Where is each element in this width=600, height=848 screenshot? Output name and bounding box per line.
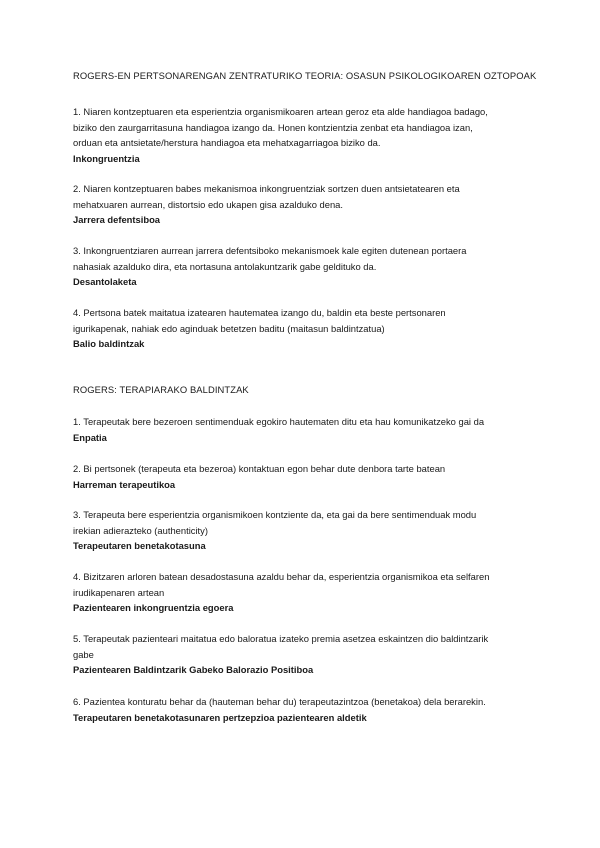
item-text-line: 1. Niaren kontzeptuaren eta esperientzia organismikoaren artean geroz eta alde handiagoa badago, <box>73 106 488 117</box>
item-term: Terapeutaren benetakotasuna <box>73 540 206 551</box>
section-heading-obstacles: ROGERS-EN PERTSONARENGAN ZENTRATURIKO TEORIA: OSASUN PSIKOLOGIKOAREN OZTOPOAK <box>73 70 537 81</box>
item-text-line: orduan eta antsietate/herstura handiagoa eta mehatxagarriagoa biziko da. <box>73 137 381 148</box>
item-text-line: gabe <box>73 648 94 660</box>
list-item-balio-baldintzak <box>73 305 553 352</box>
list-item-pazientearen-inkongruentzia <box>73 569 553 616</box>
list-item-jarrera-defentsiboa <box>73 181 553 228</box>
item-text-line: nahasiak azalduko dira, eta nortasuna antolakuntzarik gabe geldituko da. <box>73 260 377 272</box>
item-text-line: 1. Terapeutak bere bezeroen sentimenduak egokiro hautematen ditu eta hau komunikatzeko gai da <box>73 416 485 427</box>
list-item-balorazio-positiboa <box>73 631 553 678</box>
item-text-line: biziko den zaurgarritasuna handiagoa izango da. Honen kontzientzia zenbat eta handiagoa izan, <box>73 121 473 133</box>
item-term: Harreman terapeutikoa <box>73 478 176 490</box>
section-heading-therapy-conditions: ROGERS: TERAPIARAKO BALDINTZAK <box>73 384 249 395</box>
item-text-line: irekian adierazteko (authenticity) <box>73 524 208 536</box>
item-term: Enpatia <box>73 431 107 443</box>
item-text-line: 5. Terapeutak pazienteari maitatua edo baloratua izateko premia asetzea eskaintzen dio baldintzarik <box>73 633 489 644</box>
item-text-line: 3. Terapeuta bere esperientzia organismikoen kontziente da, eta gai da bere sentimenduak modu <box>73 509 477 520</box>
item-text-line: 4. Pertsona batek maitatua izatearen hautematea izango du, baldin eta beste pertsonaren <box>73 307 446 318</box>
item-text-line: irudikapenaren artean <box>73 586 165 598</box>
item-text-line: mehatxuaren aurrean, distortsio edo ukapen gisa azalduko dena. <box>73 198 343 210</box>
list-item-harreman-terapeutikoa <box>73 461 553 492</box>
item-text-line: igurikapenak, nahiak edo aginduak betetzen baditu (maitasun baldintzatua) <box>73 322 385 334</box>
list-item-enpatia <box>73 414 553 445</box>
item-text-line: 6. Pazientea konturatu behar da (hauteman behar du) terapeutazintzoa (benetakoa) dela berarekin. <box>73 696 486 707</box>
list-item-desantolaketa <box>73 243 553 290</box>
item-text-line: 3. Inkongruentziaren aurrean jarrera defentsiboko mekanismoek kale egiten dutenean portaera <box>73 245 467 256</box>
item-text-line: 4. Bizitzaren arloren batean desadostasuna azaldu behar da, esperientzia organismikoa eta selfaren <box>73 571 490 582</box>
item-term: Pazientearen inkongruentzia egoera <box>73 602 234 613</box>
item-text-line: 2. Niaren kontzeptuaren babes mekanismoa inkongruentziak sortzen duen antsietatearen eta <box>73 183 460 194</box>
list-item-benetakotasunaren-pertzepzioa <box>73 694 553 725</box>
item-text-line: 2. Bi pertsonek (terapeuta eta bezeroa) kontaktuan egon behar dute denbora tarte batean <box>73 463 446 474</box>
item-term: Terapeutaren benetakotasunaren pertzepzioa pazientearen aldetik <box>73 711 367 723</box>
list-item-inkongruentzia <box>73 104 553 166</box>
item-term: Jarrera defentsiboa <box>73 214 161 225</box>
item-term: Desantolaketa <box>73 276 137 287</box>
item-term: Balio baldintzak <box>73 338 145 349</box>
item-term: Pazientearen Baldintzarik Gabeko Balorazio Positiboa <box>73 664 314 675</box>
list-item-terapeutaren-benetakotasuna <box>73 507 553 554</box>
item-term: Inkongruentzia <box>73 152 140 164</box>
